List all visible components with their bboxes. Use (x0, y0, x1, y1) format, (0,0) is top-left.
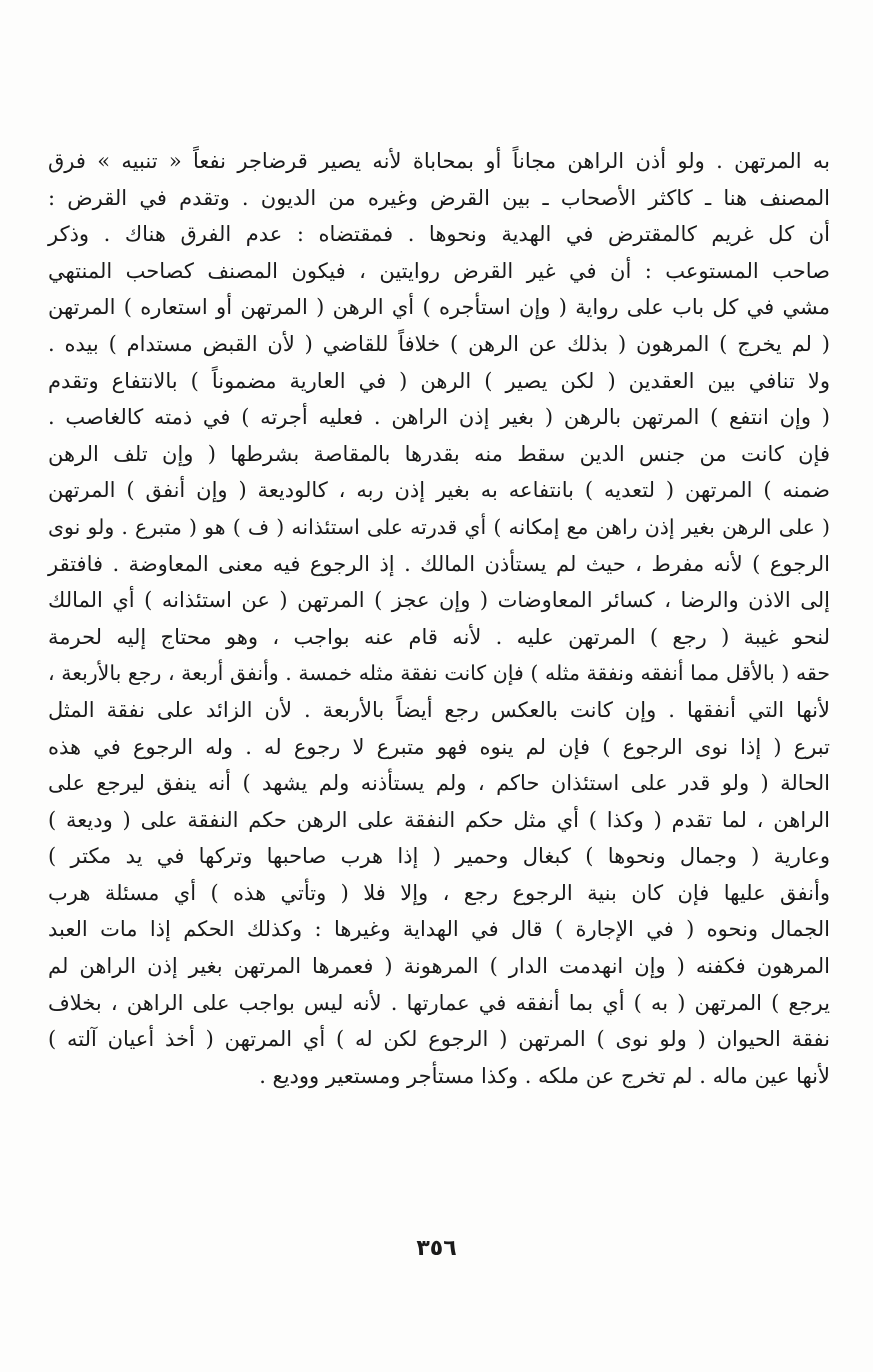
text-line: ولا تنافي بين العقدين ( لكن يصير ) الرهن ( في العارية مضموناً ) بالانتفاع وتقدم (48, 368, 830, 393)
text-line: الحالة ( ولو قدر على استئذان حاكم ، ولم يستأذنه ولم يشهد ) أنه ينفق ليرجع على (48, 771, 830, 796)
text-line: الرجوع ) لأنه مفرط ، حيث لم يستأذن المالك . إذ الرجوع فيه معنى المعاوضة . فافتقر (48, 551, 830, 576)
text-line: المصنف هنا ـ كاكثر الأصحاب ـ بين القرض وغيره من الديون . وتقدم في القرض : (48, 185, 830, 210)
text-line: إلى الاذن والرضا ، كسائر المعاوضات ( وإن عجز ) المرتهن ( عن استئذانه ) أي المالك (48, 588, 830, 613)
text-line: مشي في كل باب على رواية ( وإن استأجره ) أي الرهن ( المرتهن أو استعاره ) المرتهن (48, 295, 830, 320)
text-line: وأنفق عليها فإن كان بنية الرجوع رجع ، وإلا فلا ( وتأتي هذه ) أي مسئلة هرب (48, 880, 830, 905)
text-line: الراهن ، لما تقدم ( وكذا ) أي مثل حكم النفقة على الرهن حكم النفقة على ( وديعة ) (48, 807, 830, 832)
text-line: المرهون فكفنه ( وإن انهدمت الدار ) المرهونة ( فعمرها المرتهن بغير إذن الراهن لم (48, 954, 830, 979)
text-line: ( وإن انتفع ) المرتهن بالرهن ( بغير إذن الراهن . فعليه أجرته ) في ذمته كالغاصب . (48, 405, 830, 430)
text-line: أن كل غريم كالمقترض في الهدية ونحوها . فمقتضاه : عدم الفرق هناك . وذكر (48, 222, 830, 247)
text-line: لنحو غيبة ( رجع ) المرتهن عليه . لأنه قام عنه بواجب ، وهو محتاج إليه لحرمة (48, 624, 830, 649)
text-line: ( لم يخرج ) المرهون ( بذلك عن الرهن ) خلافاً للقاضي ( لأن القبض مستدام ) بيده . (48, 331, 830, 356)
text-line: ( على الرهن بغير إذن راهن مع إمكانه ) أي قدرته على استئذانه ( ف ) هو ( متبرع . ولو نوى (48, 514, 830, 539)
text-line: فإن كانت من جنس الدين سقط منه بقدرها بالمقاصة بشرطها ( وإن تلف الرهن (48, 441, 830, 466)
page-number: ٣٥٦ (416, 1236, 457, 1261)
main-text (48, 143, 830, 1094)
text-line: لأنها التي أنفقها . وإن كانت بالعكس رجع أيضاً بالأربعة . لأن الزائد على نفقة المثل (48, 697, 830, 722)
text-line: به المرتهن . ولو أذن الراهن مجاناً أو بمحاباة لأنه يصير قرضاجر نفعاً « تنبيه » فرق (48, 149, 830, 173)
text-line: وعارية ( وجمال ونحوها ) كبغال وحمير ( إذا هرب صاحبها وتركها في يد مكتر ) (48, 844, 830, 869)
text-line: ضمنه ) المرتهن ( لتعديه ) بانتفاعه به بغير إذن ربه ، كالوديعة ( وإن أنفق ) المرتهن (48, 478, 830, 503)
text-line: حقه ( بالأقل مما أنفقه ونفقة مثله ) فإن كانت نفقة مثله خمسة . وأنفق أربعة ، رجع بالأربعة ، (48, 661, 830, 686)
text-line-last: لأنها عين ماله . لم تخرج عن ملكه . وكذا مستأجر ومستعير ووديع . (259, 1063, 830, 1088)
text-line: صاحب المستوعب : أن في غير القرض روايتين ، فيكون المصنف كصاحب المنتهي (48, 258, 830, 283)
text-line: نفقة الحيوان ( ولو نوى ) المرتهن ( الرجوع لكن له ) أي المرتهن ( أخذ أعيان آلته ) (48, 1027, 830, 1052)
text-line: تبرع ( إذا نوى الرجوع ) فإن لم ينوه فهو متبرع لا رجوع له . وله الرجوع في هذه (48, 734, 830, 759)
text-line: الجمال ونحوه ( في الإجارة ) قال في الهداية وغيرها : وكذلك الحكم إذا مات العبد (48, 917, 830, 942)
text-line: يرجع ) المرتهن ( به ) أي بما أنفقه في عمارتها . لأنه ليس بواجب على الراهن ، بخلاف (48, 990, 830, 1015)
